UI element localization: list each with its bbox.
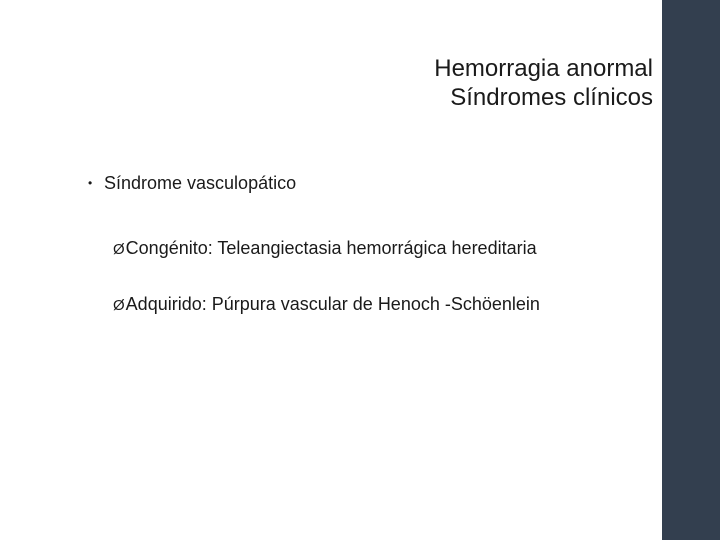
- title-line-2: Síndromes clínicos: [450, 84, 653, 111]
- sub-item-adquirido: [113, 293, 540, 317]
- arrow-bullet-icon: Ø: [113, 241, 125, 258]
- arrow-bullet-icon: Ø: [113, 297, 125, 314]
- title-line-1: Hemorragia anormal: [434, 55, 653, 82]
- accent-side-bar: [662, 0, 720, 540]
- bullet-item: [88, 172, 296, 194]
- sub-item-text: Congénito: Teleangiectasia hemorrágica hereditaria: [125, 238, 537, 258]
- bullet-text: Síndrome vasculopático: [104, 173, 297, 193]
- sub-item-text: Adquirido: Púrpura vascular de Henoch -Schöenlein: [125, 294, 540, 314]
- slide-title: [434, 54, 653, 112]
- sub-item-congenito: [113, 237, 537, 261]
- bullet-dot-icon: •: [88, 176, 93, 190]
